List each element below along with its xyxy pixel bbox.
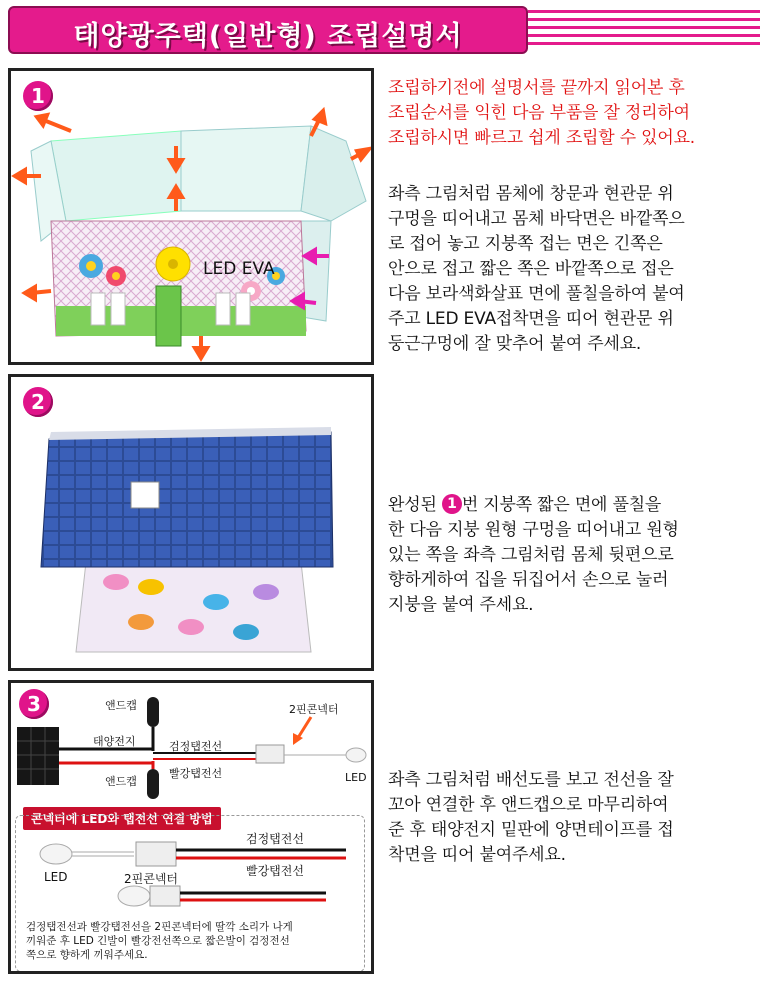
label-connector: 2핀콘넥터 [289,703,339,716]
sub-label-black-wire: 검정탭전선 [246,832,304,846]
step2-illustration [8,374,374,671]
page-title: 태양광주택(일반형) 조립설명서 [73,21,463,52]
step2-ref-badge: 1 [442,494,462,514]
label-black-wire: 검정탭전선 [169,740,223,753]
connection-note: 검정탭전선과 빨강탭전선을 2핀콘넥터에 딸깍 소리가 나게 끼워준 후 LED 긴발이 빨강전선쪽으로 짧은발이 검정전선 쪽으로 향하게 끼워주세요. [26,921,293,961]
step2-text-b: 번 지붕쪽 짧은 면에 풀칠을 한 다음 지붕 원형 구멍을 띠어내고 원형 있는 쪽을 좌측 그림처럼 몸체 뒷편으로 향하게하여 집을 뒤집어서 손으로 눌러 지붕을 붙여 주세요. [388,495,679,615]
label-endcap-bottom: 앤드캡 [105,775,137,788]
led-eva-label: LED EVA [203,259,275,279]
label-red-wire: 빨강탭전선 [169,767,223,780]
title-banner [8,6,528,54]
step1-instructions: 좌측 그림처럼 몸체에 창문과 현관문 위 구멍을 띠어내고 몸체 바닥면은 바깥쪽으 로 접어 놓고 지붕쪽 접는 면은 긴쪽은 안으로 접고 짧은 쪽은 바깥쪽으로 접은 다음 보라색화살표 면에 풀칠을하여 붙여 주고 LED EVA접착면을 띠어 현관문 위 둥근구멍에 잘 맞추어 붙여 주세요. [388,184,685,354]
label-endcap-top: 앤드캡 [105,699,137,712]
sub-label-led: LED [44,870,68,884]
connection-detail-box [15,815,365,972]
step2-instructions [388,468,760,618]
house-net-illustration [11,71,371,362]
step2-text-a: 완성된 [388,495,442,515]
connection-subheading: 콘넥터에 LED와 탭전선 연결 방법 [23,807,221,830]
title-stripes [528,10,760,50]
house-with-solar-roof [11,377,371,668]
step1-illustration [8,68,374,365]
sub-label-red-wire: 빨강탭전선 [246,864,304,878]
step3-number-badge: 3 [19,689,49,719]
label-solar-cell: 태양전지 [93,735,136,748]
sub-label-connector: 2핀콘넥터 [124,872,179,886]
step3-illustration [8,680,374,974]
label-led: LED [345,771,367,784]
step1-number-badge: 1 [23,81,53,111]
step3-instructions: 좌측 그림처럼 배선도를 보고 전선을 잘 꼬아 연결한 후 앤드캡으로 마무리하여 준 후 태양전지 밑판에 양면테이프를 접 착면을 띠어 붙여주세요. [388,770,674,865]
connector-detail-diagram [16,816,364,916]
step1-note: 조립하기전에 설명서를 끝까지 읽어본 후 조립순서를 익힌 다음 부품을 잘 정리하여 조립하시면 빠르고 쉽게 조립할 수 있어요. [388,78,695,148]
step2-number-badge: 2 [23,387,53,417]
